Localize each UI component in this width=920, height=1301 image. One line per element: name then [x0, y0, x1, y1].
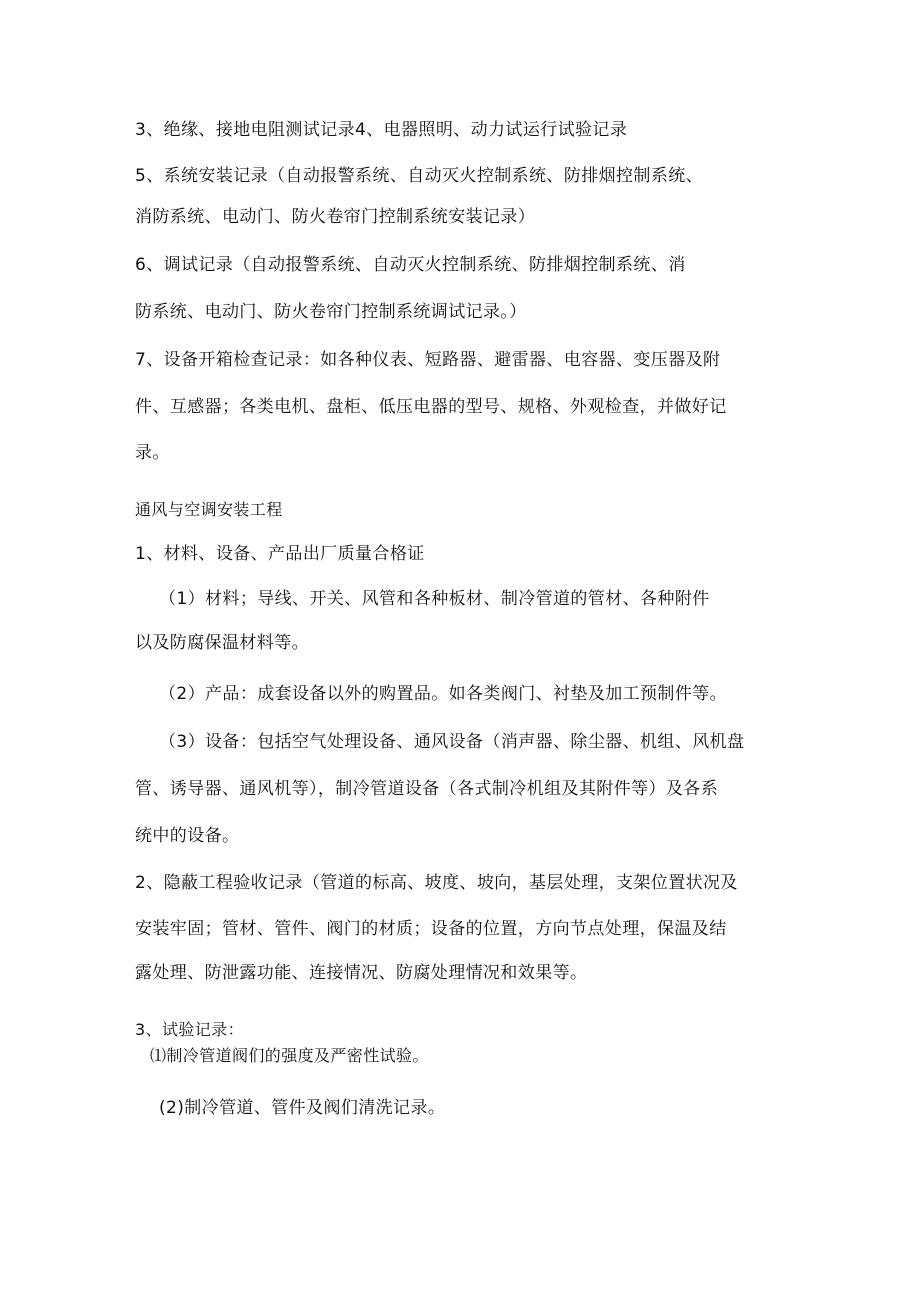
text-line: 3、绝缘、接地电阻测试记录4、电器照明、动力试运行试验记录	[135, 120, 628, 140]
text-line: 管、诱导器、通风机等），制冷管道设备（各式制冷机组及其附件等）及各系	[135, 779, 719, 799]
text-line: 5、系统安装记录（自动报警系统、自动灭火控制系统、防排烟控制系统、	[135, 166, 704, 186]
text-line: 7、设备开箱检查记录：如各种仪表、短路器、避雷器、电容器、变压器及附	[135, 350, 721, 370]
text-line: 防系统、电动门、防火卷帘门控制系统调试记录。）	[135, 302, 527, 322]
text-line: 3、试验记录：	[135, 1020, 244, 1039]
text-line: 6、调试记录（自动报警系统、自动灭火控制系统、防排烟控制系统、消	[135, 255, 686, 275]
text-line: 件、互感器；各类电机、盘柜、低压电器的型号、规格、外观检查，并做好记	[135, 397, 727, 417]
text-line: （2）产品：成套设备以外的购置品。如各类阀门、衬垫及加工预制件等。	[159, 684, 728, 704]
text-line: 统中的设备。	[135, 826, 240, 846]
text-line: 安装牢固；管材、管件、阀门的材质；设备的位置，方向节点处理，保温及结	[135, 919, 727, 939]
text-line: (2)制冷管道、管件及阀们清洗记录。	[159, 1098, 446, 1118]
text-line: 1、材料、设备、产品出厂质量合格证	[135, 544, 425, 564]
text-line: （3）设备：包括空气处理设备、通风设备（消声器、除尘器、机组、风机盘	[159, 732, 745, 752]
text-line: 以及防腐保温材料等。	[135, 633, 309, 653]
text-line: ⑴制冷管道阀们的强度及严密性试验。	[150, 1046, 429, 1065]
section-heading: 通风与空调安装工程	[135, 500, 283, 519]
text-line: 露处理、防泄露功能、连接情况、防腐处理情况和效果等。	[135, 963, 588, 983]
text-line: （1）材料；导线、开关、风管和各种板材、制冷管道的管材、各种附件	[159, 589, 710, 609]
text-line: 2、隐蔽工程验收记录（管道的标高、坡度、坡向，基层处理，支架位置状况及	[135, 873, 738, 893]
text-line: 录。	[135, 443, 170, 463]
text-line: 消防系统、电动门、防火卷帘门控制系统安装记录）	[135, 207, 536, 227]
